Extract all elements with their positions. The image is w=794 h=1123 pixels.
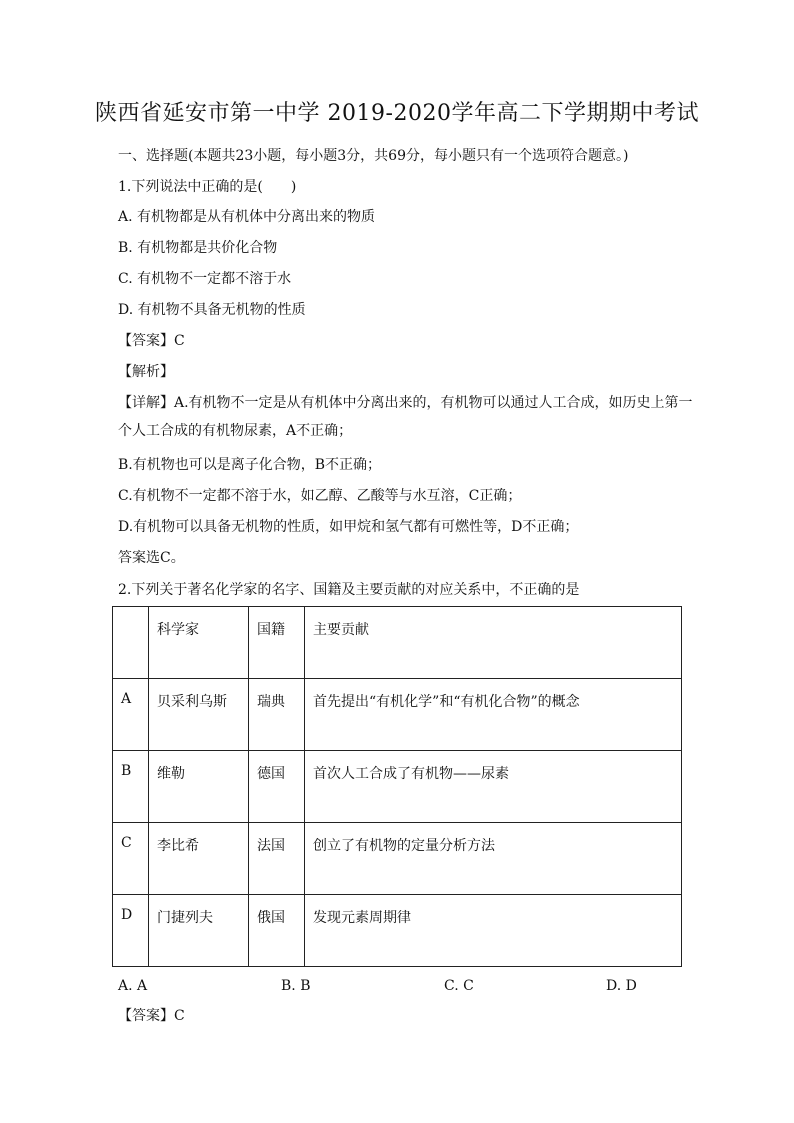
table-cell: 李比希	[149, 823, 249, 895]
q1-d-line: D.有机物可以具备无机物的性质，如甲烷和氢气都有可燃性等，D不正确；	[118, 519, 579, 535]
table-row	[113, 895, 682, 967]
table-row	[113, 751, 682, 823]
section-header: 一、选择题(本题共23小题，每小题3分，共69分，每小题只有一个选项符合题意。)	[118, 148, 629, 164]
table-cell: 发现元素周期律	[305, 895, 682, 967]
q2-option-b: B. B	[281, 978, 311, 994]
table-cell: 瑞典	[249, 679, 305, 751]
table-cell: 维勒	[149, 751, 249, 823]
table-cell: 门捷列夫	[149, 895, 249, 967]
table-header-cell	[113, 607, 149, 679]
table-cell: C	[113, 823, 149, 895]
table-cell: A	[113, 679, 149, 751]
q2-table	[112, 606, 682, 967]
table-cell: 德国	[249, 751, 305, 823]
q1-stem: 1.下列说法中正确的是( )	[118, 179, 297, 195]
q1-option-d: D. 有机物不具备无机物的性质	[118, 302, 306, 318]
table-cell: 首先提出“有机化学”和“有机化合物”的概念	[305, 679, 682, 751]
q1-option-b: B. 有机物都是共价化合物	[118, 240, 278, 256]
q1-detail: 【详解】A.有机物不一定是从有机体中分离出来的，有机物可以通过人工合成，如历史上第一个人工合成的有机物尿素，A不正确；	[118, 395, 693, 439]
q2-option-d: D. D	[606, 978, 637, 994]
table-cell: 首次人工合成了有机物——尿素	[305, 751, 682, 823]
table-row	[113, 823, 682, 895]
q1-analysis-label: 【解析】	[118, 364, 174, 380]
q2-option-a: A. A	[118, 978, 148, 994]
q2-stem: 2.下列关于著名化学家的名字、国籍及主要贡献的对应关系中，不正确的是	[118, 582, 580, 598]
q1-answer: 【答案】C	[118, 333, 185, 349]
table-cell: 法国	[249, 823, 305, 895]
q2-option-c: C. C	[444, 978, 474, 994]
table-header-row	[113, 607, 682, 679]
table-cell: 贝采利乌斯	[149, 679, 249, 751]
table-header-cell: 科学家	[149, 607, 249, 679]
table-cell: B	[113, 751, 149, 823]
q2-answer: 【答案】C	[118, 1008, 185, 1024]
page-title: 陕西省延安市第一中学 2019-2020学年高二下学期期中考试	[95, 101, 699, 126]
table-cell: 创立了有机物的定量分析方法	[305, 823, 682, 895]
table-cell: 俄国	[249, 895, 305, 967]
table-header-cell: 主要贡献	[305, 607, 682, 679]
q1-c-line: C.有机物不一定都不溶于水，如乙醇、乙酸等与水互溶，C正确；	[118, 488, 522, 504]
table-cell: D	[113, 895, 149, 967]
q1-option-c: C. 有机物不一定都不溶于水	[118, 271, 292, 287]
q1-b-line: B.有机物也可以是离子化合物，B不正确；	[118, 457, 382, 473]
q1-option-a: A. 有机物都是从有机体中分离出来的物质	[118, 209, 376, 225]
table-header-cell: 国籍	[249, 607, 305, 679]
q1-conclusion: 答案选C。	[118, 550, 185, 566]
table-row	[113, 679, 682, 751]
